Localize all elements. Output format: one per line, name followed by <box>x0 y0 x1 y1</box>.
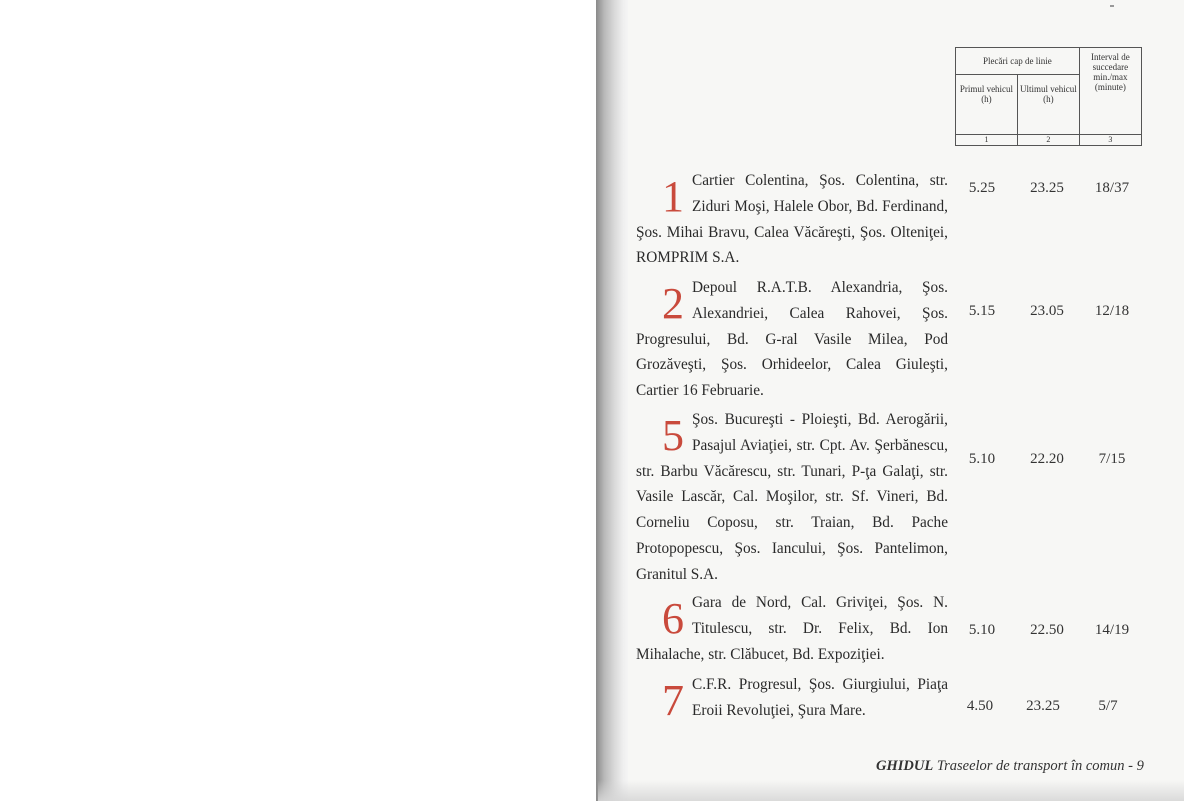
route-number: 1 <box>662 172 684 221</box>
last-vehicle-time: 23.25 <box>1026 698 1060 714</box>
interval-value: 12/18 <box>1094 303 1130 319</box>
interval-value: 7/15 <box>1098 451 1126 467</box>
scan-mark <box>1110 5 1114 7</box>
route-number: 2 <box>662 279 684 328</box>
page-bottom-shadow <box>598 780 1184 801</box>
route-description: Cartier Colentina, Şos. Colentina, str. Ziduri Moşi, Halele Obor, Bd. Ferdinand, Şos. Mihai Bravu, Calea Văcăreşti, Şos. Olteniţei, ROMPRIM S.A. <box>636 172 948 267</box>
route-description: C.F.R. Progresul, Şos. Giurgiului, Piaţa Eroii Revoluţiei, Şura Mare. <box>692 676 948 719</box>
first-vehicle-time: 5.25 <box>968 180 996 196</box>
interval-value: 18/37 <box>1094 180 1130 196</box>
interval-value: 5/7 <box>1098 698 1118 714</box>
route-number: 6 <box>662 594 684 643</box>
route-number: 5 <box>662 411 684 460</box>
route-entry <box>636 407 948 588</box>
route-description: Depoul R.A.T.B. Alexandria, Şos. Alexandriei, Calea Rahovei, Şos. Progresului, Bd. G-ral Vasile Milea, Pod Grozăveşti, Şos. Orhideelor, Calea Giuleşti, Cartier 16 Februarie. <box>636 279 948 400</box>
route-description: Şos. Bucureşti - Ploieşti, Bd. Aerogării, Pasajul Aviaţiei, str. Cpt. Av. Şerbănescu, str. Barbu Văcărescu, str. Tunari, P-ţa Galaţi, str. Vasile Lascăr, Cal. Moşilor, str. Sf. Vineri, Bd. Corneliu Coposu, str. Traian, Bd. Pache Protopopescu, Şos. Iancului, Şos. Pantelimon, Granitul S.A. <box>636 411 948 583</box>
interval-column-header: Interval de succedare min./max (minute) <box>1079 48 1141 135</box>
route-entry <box>636 672 948 724</box>
first-vehicle-time: 5.10 <box>968 451 996 467</box>
first-vehicle-time: 4.50 <box>966 698 994 714</box>
footer-title: GHIDUL <box>876 758 934 774</box>
column-number-3: 3 <box>1079 135 1141 146</box>
last-vehicle-time: 22.20 <box>1030 451 1064 467</box>
first-vehicle-time: 5.10 <box>968 622 996 638</box>
interval-value: 14/19 <box>1094 622 1130 638</box>
column-number-1: 1 <box>956 135 1018 146</box>
first-vehicle-column-header: Primul vehicul (h) <box>956 75 1018 135</box>
page-footer <box>876 758 1144 775</box>
route-entry <box>636 275 948 404</box>
last-vehicle-column-header: Ultimul vehicul (h) <box>1017 75 1079 135</box>
last-vehicle-time: 23.25 <box>1030 180 1064 196</box>
footer-subtitle: Traseelor de transport în comun - 9 <box>936 758 1144 774</box>
last-vehicle-time: 22.50 <box>1030 622 1064 638</box>
schedule-header-table <box>955 47 1142 146</box>
route-number: 7 <box>662 676 684 725</box>
first-vehicle-time: 5.15 <box>968 303 996 319</box>
book-spine-shadow <box>596 0 630 801</box>
route-entry <box>636 168 948 271</box>
last-vehicle-time: 23.05 <box>1030 303 1064 319</box>
route-description: Gara de Nord, Cal. Griviţei, Şos. N. Titulescu, str. Dr. Felix, Bd. Ion Mihalache, str. Clăbucet, Bd. Expoziţiei. <box>636 594 948 663</box>
route-entry <box>636 590 948 667</box>
departures-group-header: Plecări cap de linie <box>956 48 1080 75</box>
column-number-2: 2 <box>1017 135 1079 146</box>
